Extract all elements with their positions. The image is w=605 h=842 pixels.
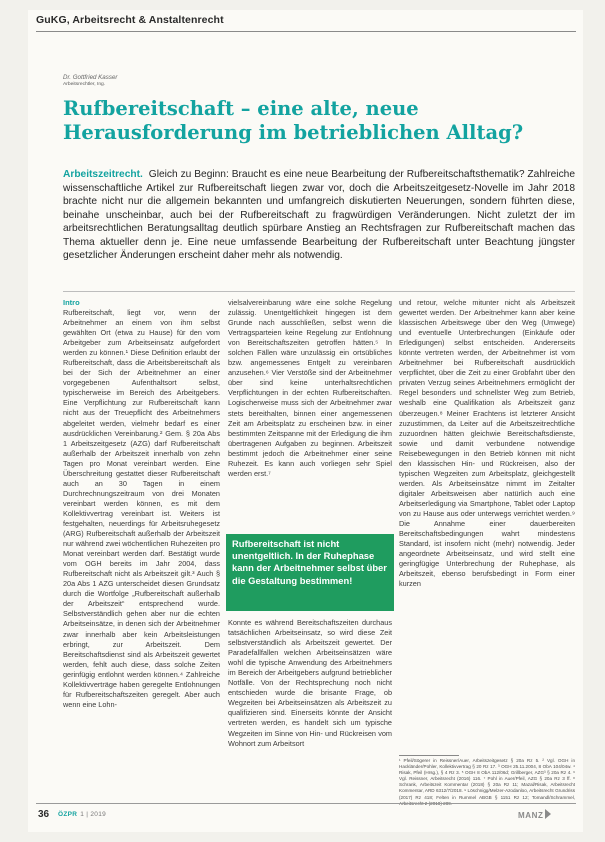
footnote-divider — [399, 755, 459, 756]
publisher-logo — [518, 809, 551, 820]
footer-divider — [36, 803, 576, 804]
publisher-arrow-icon — [545, 809, 551, 819]
lead-divider — [63, 291, 575, 292]
publisher-name: MANZ — [518, 811, 544, 820]
section-heading: GuKG, Arbeitsrecht & Anstaltenrecht — [36, 14, 224, 26]
pull-quote: Rufbereitschaft ist nicht unentgeltlich. In der Ruhephase kann der Arbeitnehmer selbst über die Gestaltung bestimmen! — [226, 534, 394, 611]
article-title: Rufbereitschaft – eine alte, neue Herausforderung im betrieblichen Alltag? — [63, 97, 524, 144]
journal-issue: 1 | 2019 — [80, 811, 107, 818]
column-3-text: und retour, welche mitunter nicht als Arbeitszeit gewertet werden. Der Arbeitnehmer kann aber keine klassischen Arbeitswege über den Weg (Umwege) und eventuelle Unterbrechungen (Einkäufe oder Erledigungen) selbst entscheiden. Andererseits könnte vertreten werden, der Arbeitnehmer ist vom Arbeitnehmer bei Rufbereitschaft ausdrücklich verpflichtet, über die Zeit zu einer Grobfahrt über den privaten Verzug seines Arbeitnehmers ermöglicht der Regel besonders und schnellster Weg zum Betrieb, weshalb eine Qualifikation als Arbeitszeit ganz überzeugen.⁸ Meiner Erachtens ist letzterer Ansicht zuzustimmen, da Leiter auf die Arbeitszeitrechtliche zuzuordnen hätten gleichwie Bereitschaftsdienste, sowie und damit verbundene notwendige Reisebewegungen in den Betrieb können mit nicht den klassischen Hin- und Rückreisen, also der typischen Wegzeiten zum Arbeitsplatz, gleichgestellt werden. Als Arbeitseinsätze nimmt im Zeitalter digitaler Arbeitsweisen aber natürlich auch eine Arbeitserledigung via Smartphone, Tablet oder Laptop von zu Hause aus oder unterwegs verrichtet werden.⁹ Die Annahme einer dauerbereiten Bereitschaftsbedingungen wahrt mindestens Standard, ist insofern nicht (mehr) notwendig. Jeder angeordnete Arbeitseinsatz, und wird stellt eine geringfügige Unterbrechung der Ruhephase, als Arbeitszeit, ebenso berufsbedingt in Form einer kurzen — [399, 298, 575, 589]
column-2-top-text: vielsalvereinbarung wäre eine solche Regelung zulässig. Unentgeltlichkeit hingegen ist dem Grunde nach ausschließen, selbst wenn die Vertragsparteien keine Regelung zur Entlohnung von Bereitschaftszeiten getroffen hätten.⁵ In solchen Fällen wäre unzulässig ein ortsübliches bzw. angemessenes Entgelt zu vereinbaren anzusehen.⁶ Vier Verstöße sind der Arbeitnehmer über sind keine unterhaltsrechtlichen Verpflichtungen in der echten Rufbereitschaften. Logischerweise muss sich der Arbeitnehmer zwar stets bereithalten, binnen einer angemessenen Zeit am Arbeitsplatz zu erscheinen bzw. in einer bestimmten Zeitspanne mit der Erledigung die ihm übertragenen Aufgaben zu beginnen. Arbeitszeit bestimmt jedoch die Arbeitnehmer einer seine Ruhezeit. Es kann auch vorliegen sehr Spiel werden erst.⁷ — [228, 298, 392, 478]
section-divider — [36, 31, 576, 32]
column-3 — [399, 298, 575, 589]
intro-heading: Intro — [63, 298, 80, 307]
article-lead — [63, 168, 575, 263]
journal-title: ÖZPR — [58, 811, 78, 818]
column-2-bottom-text: Konnte es während Bereitschaftszeiten durchaus tatsächlichen Arbeitseinsatz, so wird diese Zeit selbstverständlich als Arbeitszeit gewertet. Der Paradefallfallen welchen Arbeitseinsätzen wäre wohl die typische Anwendung des Arbeitnehmers im Bereich der Arbeitgebers aufgrund betrieblicher Notfälle. Von der Rechtsprechung noch nicht entschieden wurde die brisante Frage, ob Wegzeiten bei Arbeitseinsätzen als Arbeitszeit zu qualifizieren sind. Einerseits könnte der Ansicht vertreten werden, es handelt sich um typische Wegzeiten im Sinne von Hin- und Rückreisen vom Wohnort zum Arbeitsort — [228, 618, 392, 748]
lead-label: Arbeitszeitrecht. — [63, 169, 143, 180]
column-2 — [228, 298, 392, 479]
page-number: 36 — [38, 809, 50, 820]
column-2-lower — [228, 618, 392, 749]
author-name: Dr. Gottfried Kasser — [63, 74, 118, 81]
author-block — [63, 75, 117, 88]
author-role: Arbeitsrechtler, Ing. — [63, 82, 106, 88]
footnotes: ¹ Pfeil/Sögerer in Reissner/Auer, Arbeitszeitgesetz § 20a Rz 5. ² Vgl. OGH in Hackländer/Pohler, Kollektivvertrag § 20 Rz 17. ³ OGH 25.11.2004, 8 ObA 104/04w. ⁴ Risak, Pfeil (Hrsg.), § 4 Rz 3. ⁵ OGH 8 ObA 112/06d; Grillberger, AZG³ § 20a Rz 4. ⁶ Vgl. Reissner, Arbeitsrecht (2016) 116. ⁷ Pohl in Auer/Pfeil, AZG § 20a Rz 3 ff. ⁸ Schrank, Arbeitszeit Kommentar (2018) § 20a Rz 11; Mazal/Risak, Arbeitsrecht Kommentar, ARD 6312/7/2018. ⁹ Löschnigg/Melzer-Azodanloo, Arbeitsrecht Grundriss (2017) Rz 418; Felten in Rummel ABGB § 1151 Rz 12; Tomandl/Schrammel, — [399, 758, 575, 800]
column-1-text: Rufbereitschaft, liegt vor, wenn der Arbeitnehmer an einem von ihm selbst gewählten Ort (etwa zu Hause) für den vom Arbeitgeber zum Arbeitseinsatz aufgefordert werden zu können.¹ Diese Definition erlaubt der Rufbereitschaft, dass die Arbeitsbereitschaft als bei der Sich der Arbeitnehmer an einer vorgegebenen Aufenthaltsort selbst, typischerweise im Bereich des Arbeitgebers. Eine Verpflichtung zur Rufbereitschaft kann nicht aus der Treuepflicht des Arbeitnehmers abgeleitet werden, vielmehr bedarf es einer ausdrücklichen Vereinbarung.² Gem. § 20a Abs 1 Arbeitszeitgesetz (AZG) darf Rufbereitschaft außerhalb der Arbeitszeit innerhalb von zehn Tagen pro Monat vereinbart werden. Eine Überschreitung gestattet dieser Rufbereitschaft auch an 30 Tagen in einem Durchrechnungszeitraum von drei Monaten vereinbart werden können, es mit dem Kollektivvertrag vereinbart ist. Weiters ist festgehalten, neuerdings für Arbeitsruhegesetz (ARG) Rufbereitschaft außerhalb der Arbeitszeit nur während zwei wöchentlichen Ruhezeiten pro Monat vereinbart werden darf. Bestätigt wurde vom OGH bereits im Jahr 2004, dass Rufbereitschaft nicht als Arbeitszeit gilt.³ Auch § 20a Abs 1 AZG unterscheidet diesen Grundsatz durch die Wortfolge „Rufbereitschaft außerhalb der Arbeitszeit“ entsprechend wurde. Selbstverständlich gehen aber nur die echten Arbeitseinsätze, in denen sich der Arbeitnehmer zwar innerhalb aber kein Arbeitsleistungen erbringt, zur Arbeitszeit. Dem Bereitschaftsdienst sind als Arbeitszeit gewertet werden, fehlt auch diese, dass solche Zeiten gerinfügig entlohnt werden können.⁴ Zahlreiche Kollektivverträge haben geregelte Entlohnungen für Rufbereitschaftszeiten geregelt. Aber auch wenn eine Lohn- — [63, 308, 220, 709]
journal-name — [58, 811, 106, 818]
column-1 — [63, 298, 220, 710]
lead-text: Gleich zu Beginn: Braucht es eine neue Bearbeitung der Rufbereitschaftsthematik? Zahlreiche wissenschaftliche Artikel zur Rufbereitschaft liegen zwar vor, doch die Arbeitszeitgesetz-Novelle im Jahr 2018 brachte nicht nur die allgemein bekannten und umfangreich diskutierten Neuerungen, sondern führten diese, beinahe unscheinbar, auch bei der Rufbereitschaft zu fragwürdigen Veränderungen. Nicht zuletzt der im arbeitsrechtlichen Beratungsalltag deutlich spürbare Anstieg an Rechtsfragen zur Rufbereitschaft machen das Thema aktueller denn je. Eine neue umfassende Bearbeitung der Rufbereitschaft unter Beachtung jüngster gesetzlicher Änderungen erscheint daher mehr als notwendig. — [63, 169, 575, 261]
